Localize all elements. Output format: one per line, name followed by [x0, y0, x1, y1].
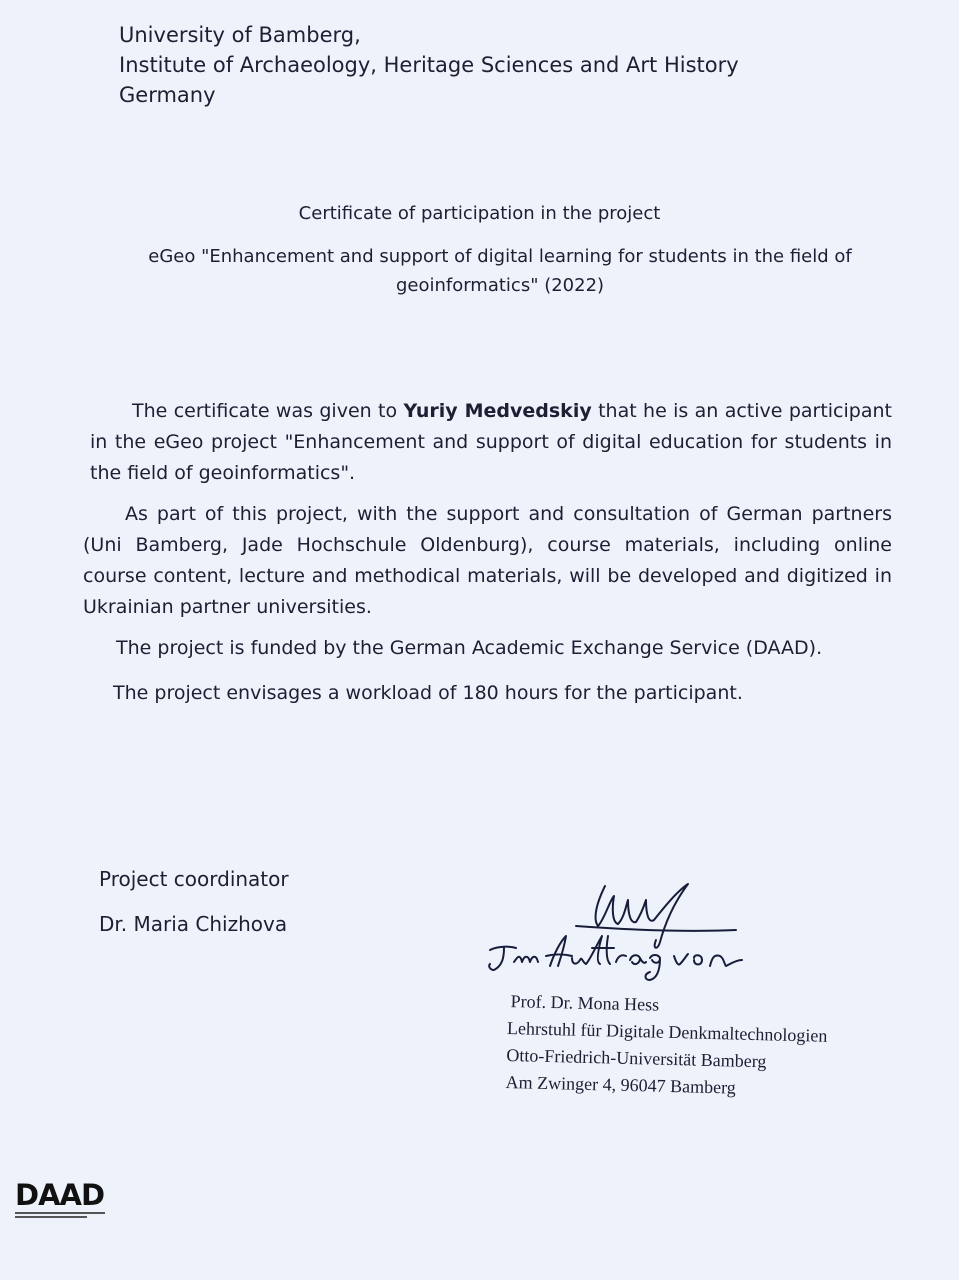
- daad-logo-text: DAAD: [15, 1178, 105, 1212]
- country-name: Germany: [119, 83, 216, 107]
- participant-paragraph: [90, 396, 892, 489]
- stamp-chair-name: Lehrstuhl für Digitale Denkmaltechnologien: [506, 1017, 828, 1046]
- certificate-title: Certificate of participation in the project: [298, 203, 661, 224]
- coordinator-name: Dr. Maria Chizhova: [99, 912, 288, 936]
- handwritten-signature: [480, 870, 780, 990]
- stamp-address: Am Zwinger 4, 96047 Bamberg: [505, 1071, 737, 1098]
- workload-paragraph: The project envisages a workload of 180 hours for the participant.: [113, 682, 743, 704]
- project-description-paragraph: As part of this project, with the support and consultation of German partners (Uni Bamberg, Jade Hochschule Oldenburg), course materials, including online course content, lecture and methodical materials, will be developed and digitized in Ukrainian partner universities.: [83, 503, 892, 618]
- participant-text-after: that he is an active participant in the eGeo project "Enhancement and support of digital education for students in the field of geoinformatics".: [90, 400, 892, 484]
- project-title: eGeo "Enhancement and support of digital learning for students in the field of geoinformatics" (2022): [148, 246, 852, 296]
- funding-paragraph: The project is funded by the German Academic Exchange Service (DAAD).: [116, 637, 823, 659]
- official-stamp: [505, 988, 828, 1104]
- coordinator-role: Project coordinator: [99, 867, 289, 891]
- university-name: University of Bamberg,: [119, 23, 361, 47]
- stamp-university-name: Otto-Friedrich-Universität Bamberg: [506, 1044, 767, 1072]
- coordinator-block: [99, 857, 289, 947]
- participant-text-before: The certificate was given to: [132, 400, 404, 422]
- daad-logo-tagline: [15, 1212, 105, 1218]
- daad-logo: [15, 1180, 115, 1220]
- stamp-professor-name: Prof. Dr. Mona Hess: [510, 991, 660, 1015]
- institute-name: Institute of Archaeology, Heritage Sciences and Art History: [119, 53, 739, 77]
- participant-name: Yuriy Medvedskiy: [403, 400, 592, 422]
- institution-header: [119, 20, 739, 110]
- signature-drawing: [480, 870, 780, 990]
